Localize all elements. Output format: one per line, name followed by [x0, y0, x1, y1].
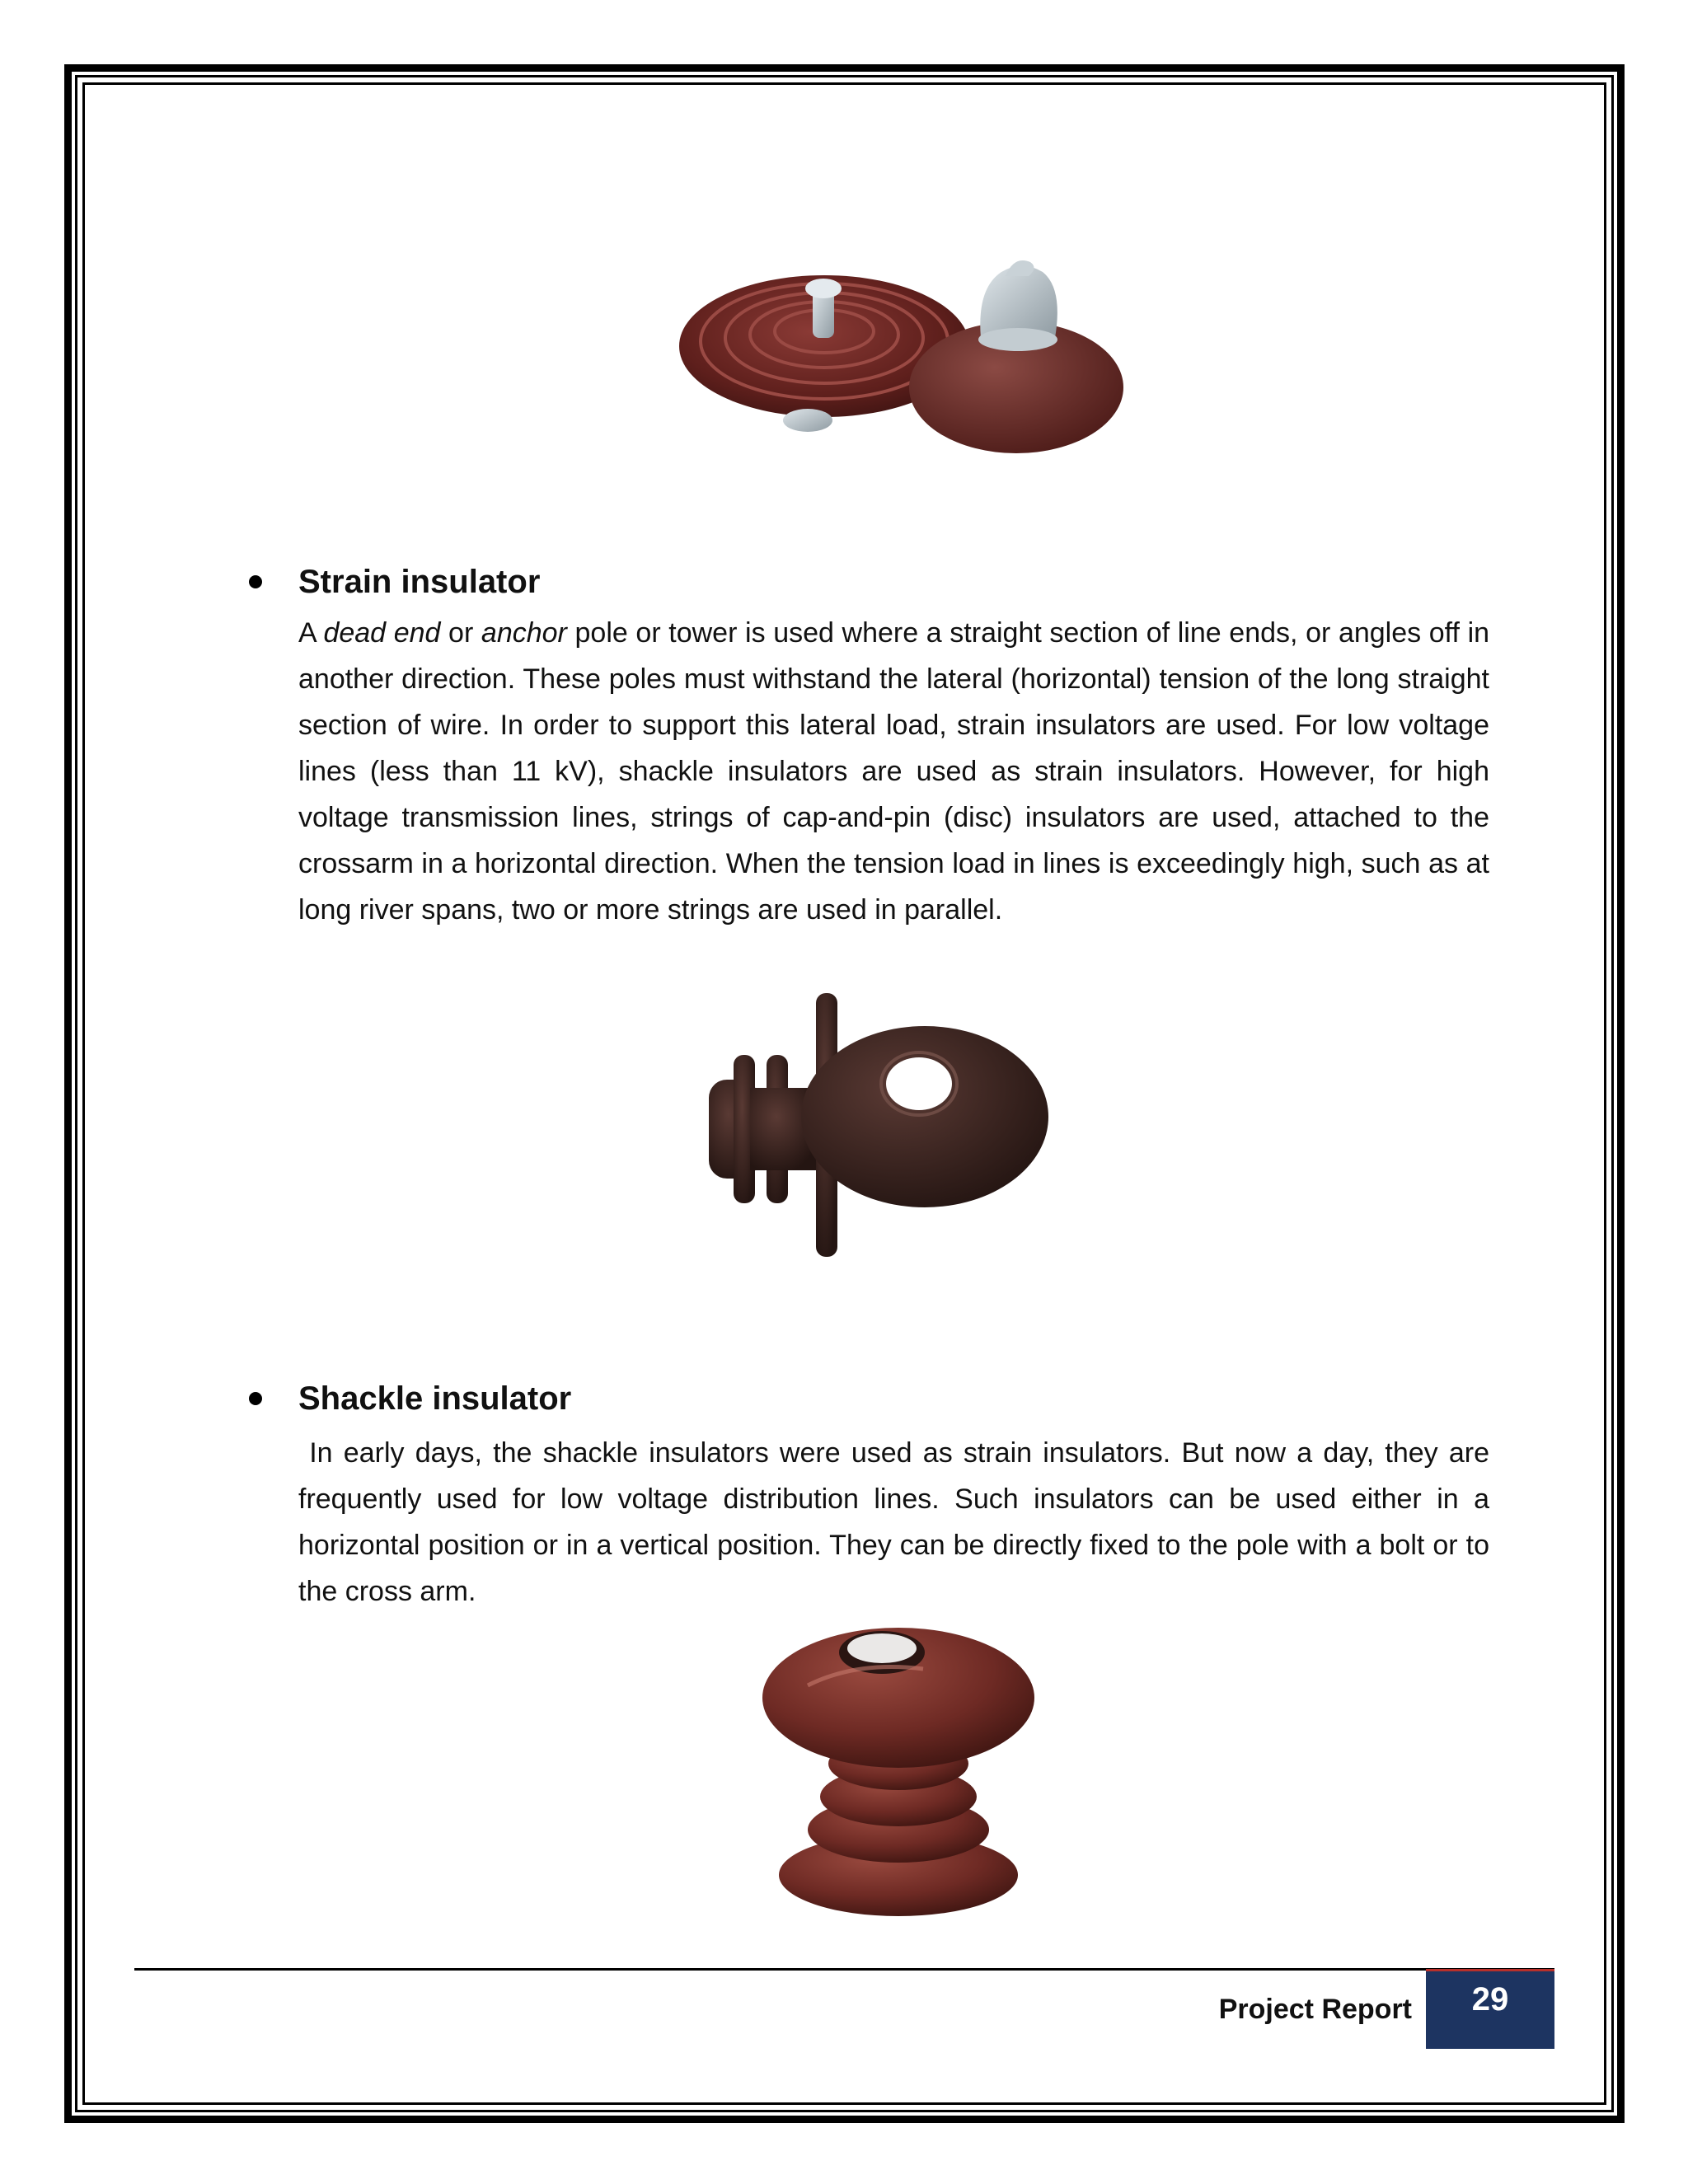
- shackle-insulator-paragraph: In early days, the shackle insulators were used as strain insulators. But now a day, they are frequently used for low voltage distribution lines. Such insulators can be used either in a horizontal position or in a vertical position. They can be directly fixed to the pole with a bolt or to the cross arm.: [298, 1437, 1498, 1607]
- emphasis-dead-end: dead end: [323, 617, 441, 649]
- paragraph-text: pole or tower is used where a straight section of line ends, or angles off in another direction. These poles must withstand the lateral (horizontal) tension of the long straight section of wire. In order to support this lateral load, strain insulators are used. For low voltage lines (less than 11 kV), shackle insulators are used as strain insulators. However, for high voltage transmission lines, strings of cap-and-pin (disc) insulators are used, attached to the crossarm in a horizontal direction. When the tension load in lines is exceedingly high, such as at long river spans, two or more strings are used in parallel.: [298, 617, 1490, 926]
- page-number: 29: [1471, 1981, 1509, 2018]
- footer-label: Project Report: [1218, 1994, 1412, 2025]
- strain-insulator-paragraph: [298, 610, 1489, 933]
- strain-insulator-image: [701, 989, 1055, 1261]
- disc-insulators-image: [676, 239, 1137, 453]
- paragraph-text: or: [440, 617, 481, 649]
- bullet-icon: [249, 1392, 262, 1405]
- footer-rule: [134, 1968, 1554, 1971]
- section-title: Strain insulator: [298, 564, 541, 600]
- paragraph-text: A: [298, 617, 324, 649]
- bullet-icon: [249, 575, 262, 588]
- page-number-box: [1426, 1969, 1554, 2049]
- emphasis-anchor: anchor: [481, 617, 567, 649]
- strain-insulator-heading: [247, 562, 540, 602]
- section-title: Shackle insulator: [298, 1380, 572, 1417]
- shackle-insulator-image: [758, 1628, 1039, 1924]
- shackle-insulator-heading: [247, 1379, 571, 1418]
